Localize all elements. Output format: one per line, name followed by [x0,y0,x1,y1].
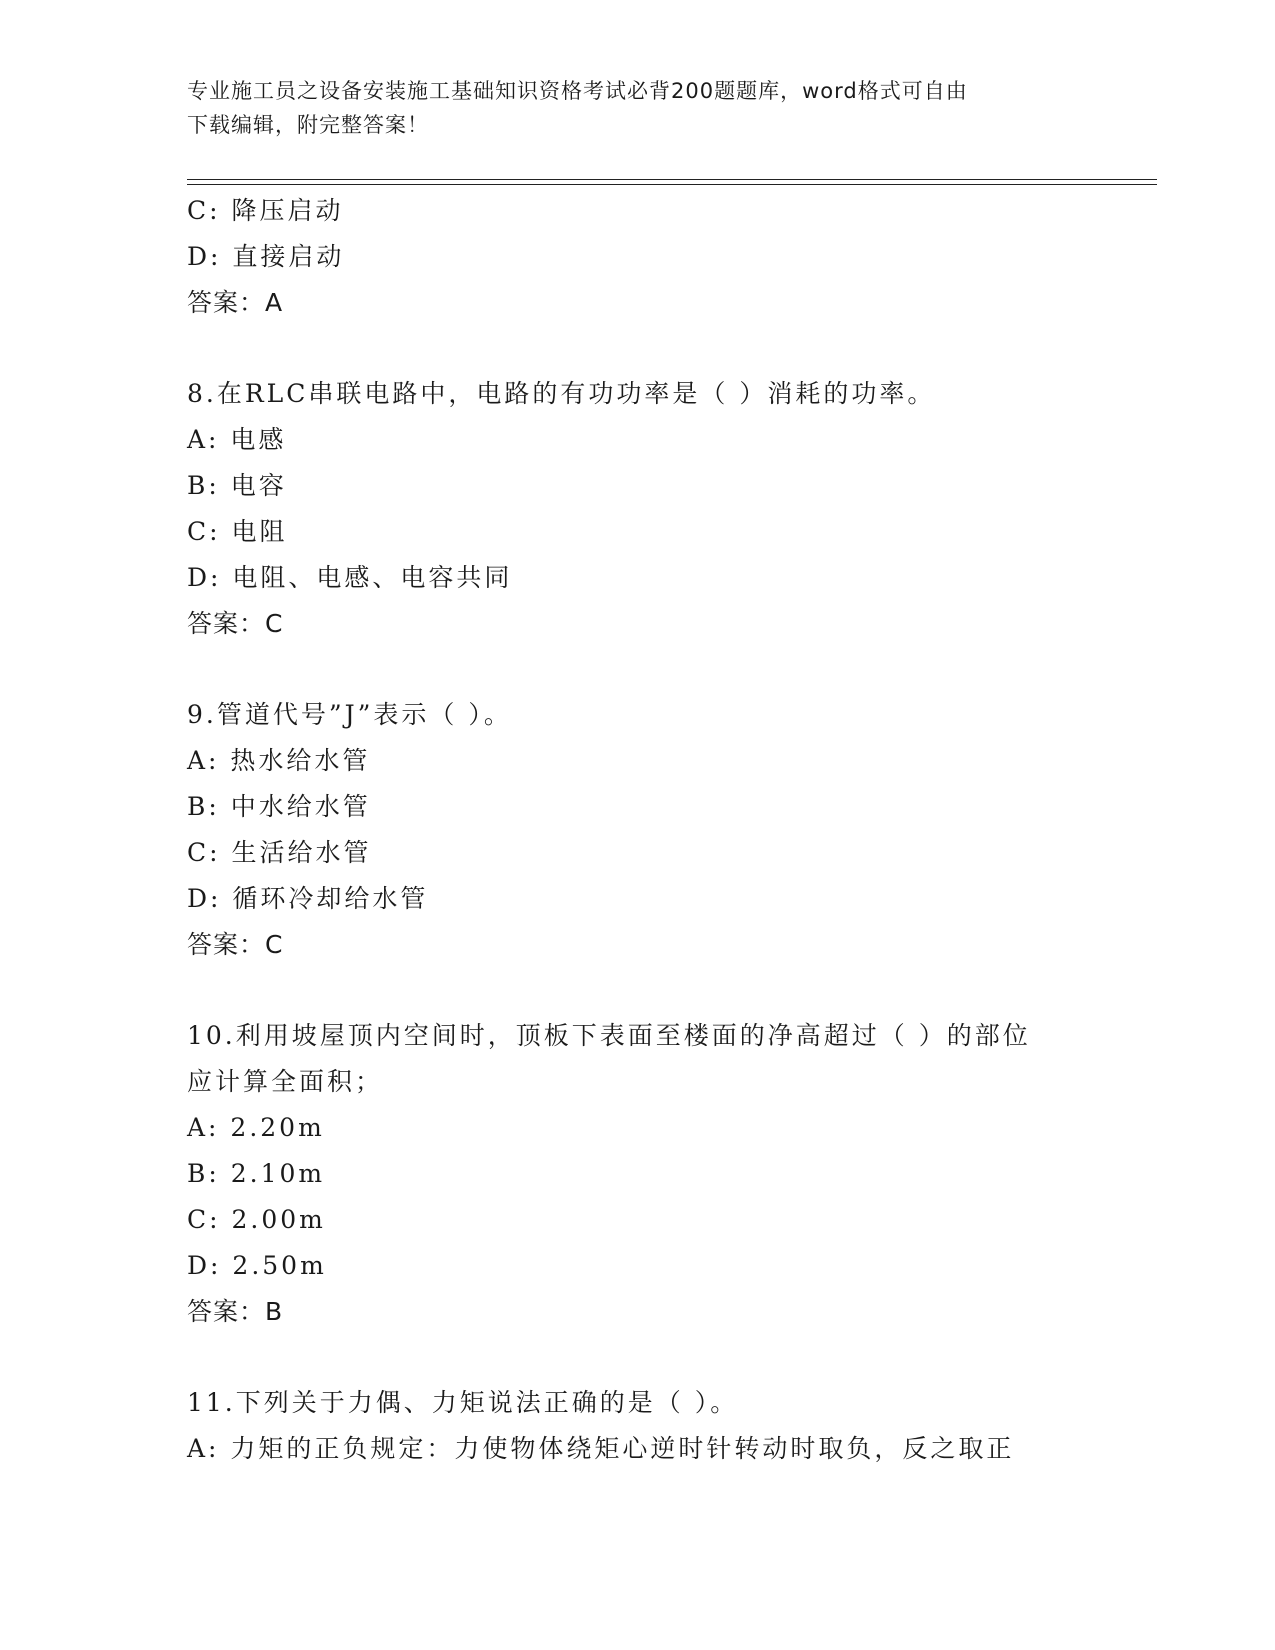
header-rule-top [187,179,1157,180]
option-d: D: 直接启动 [187,242,345,271]
spacer [187,1335,1087,1380]
option-d: D: 电阻、电感、电容共同 [187,563,513,592]
option-d: D: 2.50m [187,1251,327,1280]
question-9 [187,692,1087,968]
header-line-2: 下载编辑，附完整答案！ [187,113,429,137]
option-c: C: 2.00m [187,1205,326,1234]
spacer [187,326,1087,371]
option-c: C: 电阻 [187,517,288,546]
header-rule-bottom [187,184,1157,185]
answer: 答案：C [187,609,284,638]
document-header [187,74,1087,142]
option-a: A: 热水给水管 [187,746,371,775]
question-list [187,188,1087,1472]
question-text: 8.在RLC串联电路中，电路的有功功率是（ ）消耗的功率。 [187,379,936,408]
option-c: C: 生活给水管 [187,838,372,867]
question-text-line-2: 应计算全面积； [187,1067,384,1096]
question-text-line-1: 10.利用坡屋顶内空间时，顶板下表面至楼面的净高超过（ ）的部位 [187,1021,1031,1050]
option-d: D: 循环冷却给水管 [187,884,429,913]
option-b: B: 中水给水管 [187,792,371,821]
option-b: B: 电容 [187,471,287,500]
option-b: B: 2.10m [187,1159,326,1188]
option-a: A: 电感 [187,425,287,454]
question-8 [187,371,1087,647]
option-c: C: 降压启动 [187,196,344,225]
answer: 答案：C [187,930,284,959]
question-11 [187,1380,1087,1472]
header-line-1: 专业施工员之设备安装施工基础知识资格考试必背200题题库，word格式可自由 [187,79,968,103]
question-text: 11.下列关于力偶、力矩说法正确的是（ ）。 [187,1388,739,1417]
question-10 [187,1013,1087,1335]
option-a: A: 2.20m [187,1113,325,1142]
answer: 答案：B [187,1297,284,1326]
question-7-tail [187,188,1087,326]
spacer [187,968,1087,1013]
spacer [187,647,1087,692]
option-a: A: 力矩的正负规定：力使物体绕矩心逆时针转动时取负，反之取正 [187,1434,1015,1463]
answer: 答案：A [187,288,284,317]
question-text: 9.管道代号”J”表示（ ）。 [187,700,512,729]
